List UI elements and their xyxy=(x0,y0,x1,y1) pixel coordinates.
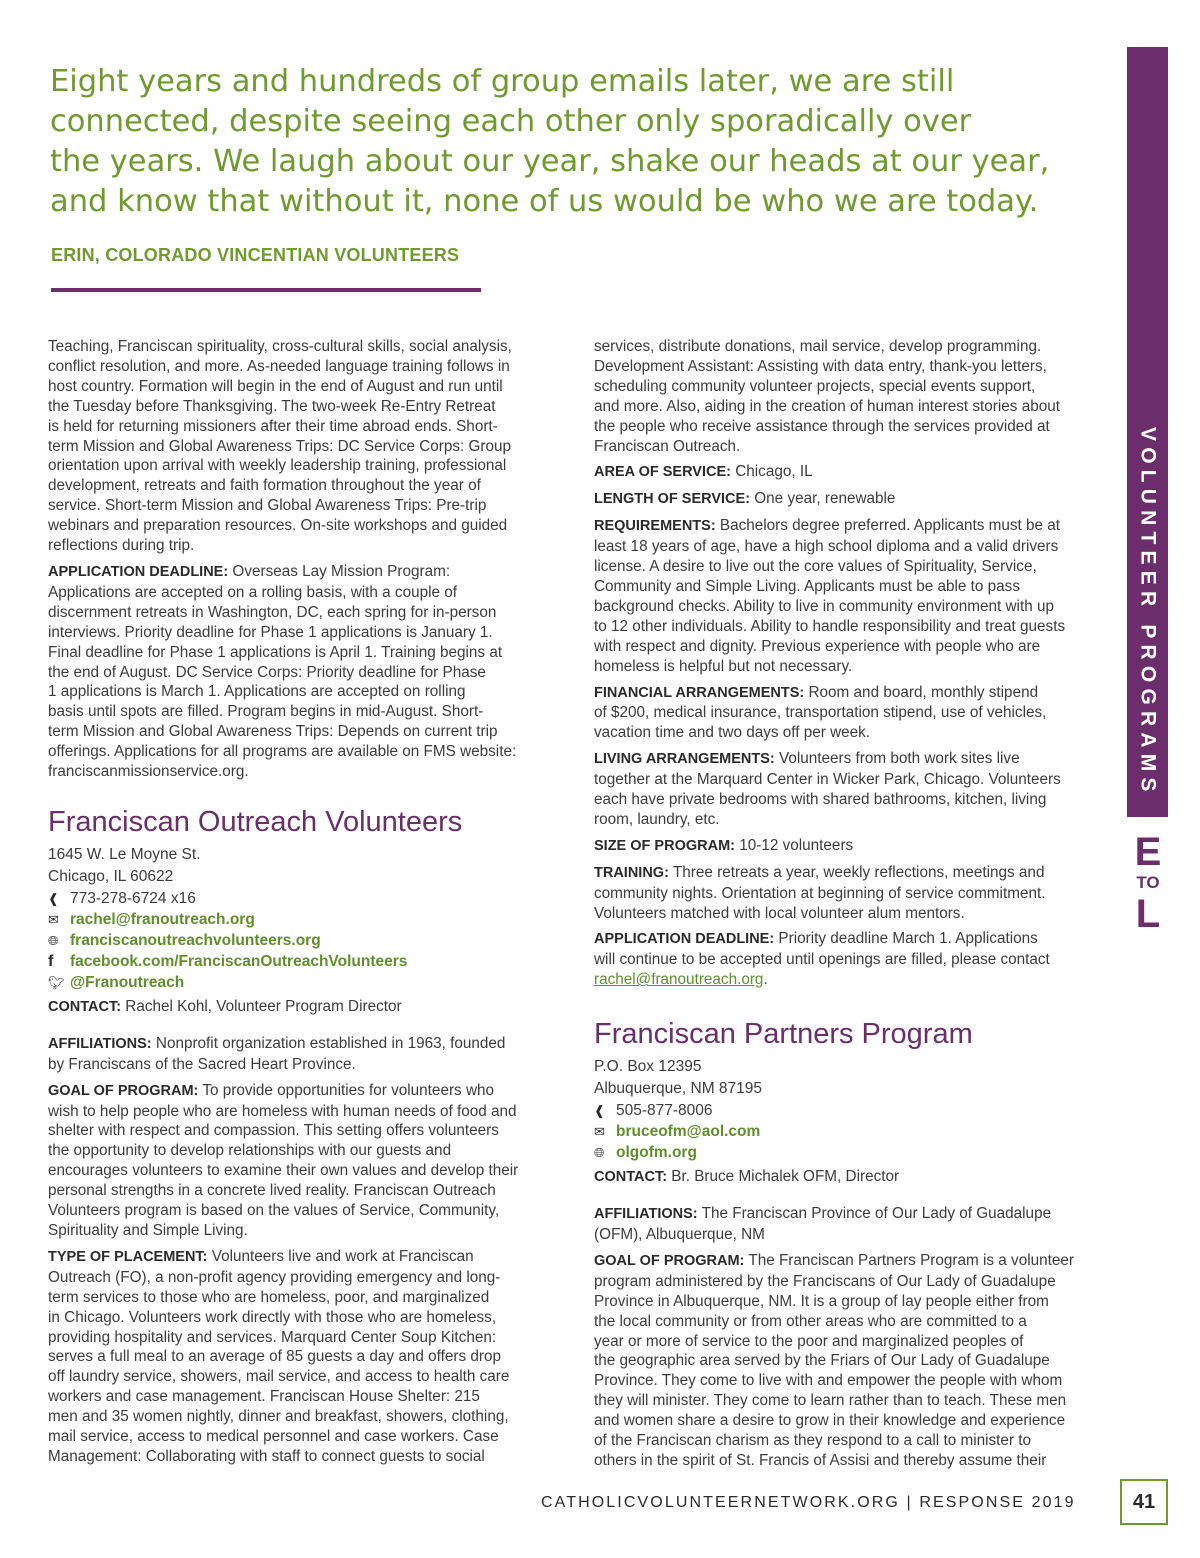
text-line: Community and Simple Living. Applicants must be able to pass xyxy=(594,577,1020,595)
text-line: serves a full meal to an average of 85 guests a day and offers drop xyxy=(48,1348,501,1366)
deadline-paragraph xyxy=(48,562,556,782)
text-line xyxy=(48,1081,556,1102)
website-row xyxy=(48,930,556,951)
text-line: year or more of service to the poor and marginalized peoples of xyxy=(594,1332,1024,1350)
text-line: franciscanmissionservice.org. xyxy=(48,763,249,781)
org-title-fpp: Franciscan Partners Program xyxy=(594,1018,973,1051)
facebook-row xyxy=(48,951,556,972)
email-row xyxy=(48,909,556,930)
text-line: with respect and dignity. Previous experience with people who are xyxy=(594,637,1041,655)
living-label: LIVING ARRANGEMENTS: xyxy=(594,751,775,768)
divider-rule xyxy=(51,288,481,292)
text-line: Volunteers matched with local volunteer alum mentors. xyxy=(594,904,965,922)
text-line: and more. Also, aiding in the creation of human interest stories about xyxy=(594,397,1060,415)
text-line: the Tuesday before Thanksgiving. The two-week Re-Entry Retreat xyxy=(48,397,496,415)
text-line: Outreach (FO), a non-profit agency providing emergency and long- xyxy=(48,1268,501,1286)
address-line: Chicago, IL 60622 xyxy=(48,867,174,885)
goal-paragraph xyxy=(594,1251,1106,1471)
facebook-icon: f xyxy=(48,952,54,970)
text-line: discernment retreats in Washington, DC, each spring for in-person xyxy=(48,603,497,621)
text-line: the end of August. DC Service Corps: Priority deadline for Phase xyxy=(48,663,486,681)
text-line: of the Franciscan charism as they respond to a call to minister to xyxy=(594,1432,1032,1450)
text-line: Province. They come to live with and empower the people with whom xyxy=(594,1372,1063,1390)
facebook-link[interactable]: facebook.com/FranciscanOutreachVolunteers xyxy=(70,952,408,970)
text-line: Province in Albuquerque, NM. It is a group of lay people either from xyxy=(594,1292,1049,1310)
phone-number[interactable]: 773-278-6724 x16 xyxy=(70,889,196,907)
twitter-row xyxy=(48,972,556,993)
text-line: Spirituality and Simple Living. xyxy=(48,1222,248,1239)
address-line: Albuquerque, NM 87195 xyxy=(594,1080,763,1098)
phone-number[interactable]: 505-877-8006 xyxy=(616,1102,713,1120)
living-paragraph xyxy=(594,749,1106,830)
sidebar-label: VOLUNTEER PROGRAMS xyxy=(1136,427,1160,798)
text-line: service. Short-term Mission and Global Awareness Trips: Pre-trip xyxy=(48,497,487,515)
text-line: community nights. Orientation at beginning of service commitment. xyxy=(594,884,1046,902)
training-paragraph xyxy=(594,863,1106,924)
text-line xyxy=(48,562,556,583)
text-line: (OFM), Albuquerque, NM xyxy=(594,1226,765,1243)
text-line: background checks. Ability to live in community environment with up xyxy=(594,597,1054,615)
area-paragraph xyxy=(594,462,1106,483)
text-line: development, retreats and faith formation throughout the year of xyxy=(48,477,481,495)
goal-label: GOAL OF PROGRAM: xyxy=(594,1252,745,1269)
right-column xyxy=(594,337,1106,1477)
text-line: term Mission and Global Awareness Trips: DC Service Corps: Group xyxy=(48,437,512,455)
text-line: room, laundry, etc. xyxy=(594,810,720,828)
affiliations-text: The Franciscan Province of Our Lady of Guadalupe xyxy=(697,1205,1052,1223)
text-line xyxy=(594,929,1106,950)
text-line: license. A desire to live out the core values of Spirituality, Service, xyxy=(594,558,1037,576)
page-number: 41 xyxy=(1120,1479,1168,1525)
text-line: others in the spirit of St. Francis of Assisi and thereby assume their xyxy=(594,1451,1047,1469)
website-link[interactable]: franciscanoutreachvolunteers.org xyxy=(70,931,321,949)
text-line xyxy=(594,1204,1106,1225)
text-line xyxy=(594,970,1106,990)
text-line: wish to help people who are homeless with human needs of food and xyxy=(48,1102,517,1120)
text-line: Applications are accepted on a rolling basis, with a couple of xyxy=(48,583,458,601)
envelope-icon: ✉ xyxy=(594,1124,605,1140)
goal-paragraph xyxy=(48,1081,556,1241)
text-line: by Franciscans of the Sacred Heart Province. xyxy=(48,1055,356,1073)
text-line: the geographic area served by the Friars of Our Lady of Guadalupe xyxy=(594,1352,1050,1370)
text-line: off laundry service, showers, mail service, and access to health care xyxy=(48,1368,510,1386)
text-line: interviews. Priority deadline for Phase 1 applications is January 1. xyxy=(48,623,493,641)
text-line: webinars and preparation resources. On-site workshops and guided xyxy=(48,517,508,535)
text-line: workers and case management. Franciscan House Shelter: 215 xyxy=(48,1388,480,1406)
size-text: 10-12 volunteers xyxy=(734,836,854,854)
text-line xyxy=(48,1247,556,1268)
email-link[interactable]: rachel@franoutreach.org xyxy=(70,910,255,928)
pull-quote xyxy=(50,62,1050,222)
quote-line: Eight years and hundreds of group emails later, we are still xyxy=(50,64,955,99)
text-line xyxy=(594,1251,1106,1272)
phone-icon: ❰ xyxy=(48,890,59,906)
text-line: mail service, access to medical personnel and case workers. Case xyxy=(48,1428,499,1446)
period: . xyxy=(763,971,768,989)
area-text: Chicago, IL xyxy=(730,463,813,481)
quote-attribution: ERIN, COLORADO VINCENTIAN VOLUNTEERS xyxy=(51,245,460,265)
intro-paragraph xyxy=(48,337,556,556)
living-text: Volunteers from both work sites live xyxy=(774,750,1020,768)
text-line: each have private bedrooms with shared bathrooms, kitchen, living xyxy=(594,791,1047,809)
text-line: to 12 other individuals. Ability to handle responsibility and treat guests xyxy=(594,617,1066,635)
text-line xyxy=(594,836,1106,857)
text-line: conflict resolution, and more. As-needed language training follows in xyxy=(48,357,510,375)
affiliations-text: Nonprofit organization established in 1963, founded xyxy=(151,1034,506,1052)
text-line: providing hospitality and services. Marquard Center Soup Kitchen: xyxy=(48,1328,497,1346)
contact-name: Br. Bruce Michalek OFM, Director xyxy=(667,1168,900,1186)
text-line: services, distribute donations, mail service, develop programming. xyxy=(594,338,1042,355)
section-range xyxy=(1118,832,1178,934)
text-line: program administered by the Franciscans of Our Lady of Guadalupe xyxy=(594,1272,1056,1290)
length-label: LENGTH OF SERVICE: xyxy=(594,491,751,508)
text-line: offerings. Applications for all programs are available on FMS website: xyxy=(48,743,517,761)
text-line: host country. Formation will begin in the end of August and run until xyxy=(48,377,503,395)
range-to: TO xyxy=(1136,873,1160,892)
text-line: together at the Marquard Center in Wicker Park, Chicago. Volunteers xyxy=(594,771,1061,789)
website-row xyxy=(594,1142,1106,1163)
text-line: scheduling community volunteer projects, special events support, xyxy=(594,377,1036,395)
requirements-text: Bachelors degree preferred. Applicants must be at xyxy=(715,517,1061,535)
text-line: the people who receive assistance through the services provided at xyxy=(594,417,1050,435)
size-paragraph xyxy=(594,836,1106,857)
website-link[interactable]: olgofm.org xyxy=(616,1144,697,1162)
phone-row xyxy=(48,888,556,909)
quote-line: connected, despite seeing each other only sporadically over xyxy=(50,104,972,139)
sidebar-label-wrap xyxy=(1127,47,1168,817)
deadline-text: Overseas Lay Mission Program: xyxy=(228,562,451,580)
text-line: personal strengths in a concrete lived reality. Franciscan Outreach xyxy=(48,1182,496,1200)
address-line: 1645 W. Le Moyne St. xyxy=(48,845,201,863)
length-text: One year, renewable xyxy=(750,490,896,508)
contact-line xyxy=(48,997,556,1018)
deadline-email-link[interactable]: rachel@franoutreach.org xyxy=(594,971,764,989)
goal-text: To provide opportunities for volunteers who xyxy=(198,1081,495,1099)
range-end: L xyxy=(1135,892,1161,936)
email-link[interactable]: bruceofm@aol.com xyxy=(616,1123,761,1141)
placement-paragraph xyxy=(48,1247,556,1467)
text-line: men and 35 women nightly, dinner and breakfast, showers, clothing, xyxy=(48,1408,509,1426)
address-line: P.O. Box 12395 xyxy=(594,1058,702,1076)
range-start: E xyxy=(1134,830,1162,874)
text-line xyxy=(594,489,1106,510)
affiliations-paragraph xyxy=(594,1204,1106,1245)
left-column xyxy=(48,337,556,1473)
requirements-paragraph xyxy=(594,516,1106,676)
text-line: least 18 years of age, have a high school diploma and a valid drivers xyxy=(594,538,1059,556)
contact-line xyxy=(594,1167,1106,1188)
twitter-link[interactable]: @Franoutreach xyxy=(70,973,185,991)
text-line: in Chicago. Volunteers work directly with those who are homeless, xyxy=(48,1308,497,1326)
training-text: Three retreats a year, weekly reflections, meetings and xyxy=(668,863,1045,881)
text-line: Development Assistant: Assisting with data entry, thank-you letters, xyxy=(594,357,1047,375)
affiliations-paragraph xyxy=(48,1034,556,1075)
text-line: basis until spots are filled. Program begins in mid-August. Short- xyxy=(48,703,484,721)
text-line: is held for returning missioners after their time abroad ends. Short- xyxy=(48,417,498,435)
text-line: Management: Collaborating with staff to connect guests to social xyxy=(48,1447,485,1465)
contact-name: Rachel Kohl, Volunteer Program Director xyxy=(121,997,402,1015)
text-line: the local community or from other areas who are committed to a xyxy=(594,1312,1027,1330)
globe-icon: 🌐︎ xyxy=(48,932,59,948)
text-line: term services to those who are homeless, poor, and marginalized xyxy=(48,1288,490,1306)
twitter-icon: 🐦︎ xyxy=(48,974,65,990)
text-line: Volunteers program is based on the values of Service, Community, xyxy=(48,1202,500,1220)
contact-label: CONTACT: xyxy=(48,998,122,1015)
goal-label: GOAL OF PROGRAM: xyxy=(48,1082,199,1099)
text-line xyxy=(594,516,1106,537)
training-label: TRAINING: xyxy=(594,864,669,881)
size-label: SIZE OF PROGRAM: xyxy=(594,837,735,854)
text-line: reflections during trip. xyxy=(48,537,195,555)
text-line: of $200, medical insurance, transportation stipend, use of vehicles, xyxy=(594,704,1047,722)
phone-row xyxy=(594,1100,1106,1121)
financial-paragraph xyxy=(594,683,1106,744)
area-label: AREA OF SERVICE: xyxy=(594,464,731,481)
goal-text: The Franciscan Partners Program is a volunteer xyxy=(744,1251,1074,1269)
text-line: vacation time and two days off per week. xyxy=(594,724,871,742)
length-paragraph xyxy=(594,489,1106,510)
text-line: Final deadline for Phase 1 applications is April 1. Training begins at xyxy=(48,643,503,661)
text-line: Franciscan Outreach. xyxy=(594,437,741,455)
deadline-label: APPLICATION DEADLINE: xyxy=(48,563,229,580)
financial-text: Room and board, monthly stipend xyxy=(804,683,1039,701)
text-line xyxy=(594,749,1106,770)
org-title-fov: Franciscan Outreach Volunteers xyxy=(48,805,463,838)
text-line: and women share a desire to grow in their knowledge and experience xyxy=(594,1412,1066,1430)
envelope-icon: ✉ xyxy=(48,911,59,927)
text-line: orientation upon arrival with weekly leadership training, professional xyxy=(48,457,507,475)
text-line: encourages volunteers to examine their own values and develop their xyxy=(48,1162,519,1180)
text-line xyxy=(594,863,1106,884)
financial-label: FINANCIAL ARRANGEMENTS: xyxy=(594,684,805,701)
placement-text: Volunteers live and work at Franciscan xyxy=(207,1247,474,1265)
email-row xyxy=(594,1121,1106,1142)
text-line xyxy=(594,462,1106,483)
continued-paragraph xyxy=(594,337,1106,456)
contact-label: CONTACT: xyxy=(594,1169,668,1186)
text-line: shelter with respect and compassion. This setting offers volunteers xyxy=(48,1122,499,1140)
phone-icon: ❰ xyxy=(594,1103,605,1119)
quote-line: the years. We laugh about our year, shake our heads at our year, xyxy=(50,144,1050,179)
deadline-paragraph-right xyxy=(594,929,1106,990)
text-line: 1 applications is March 1. Applications are accepted on rolling xyxy=(48,683,466,701)
affiliations-label: AFFILIATIONS: xyxy=(48,1035,152,1052)
globe-icon: 🌐︎ xyxy=(594,1145,605,1161)
quote-line: and know that without it, none of us would be who we are today. xyxy=(50,184,1039,219)
requirements-label: REQUIREMENTS: xyxy=(594,518,716,535)
text-line: they will minister. They come to learn rather than to teach. These men xyxy=(594,1392,1067,1410)
deadline-text: Priority deadline March 1. Applications xyxy=(774,930,1038,948)
text-line xyxy=(594,683,1106,704)
text-line: the opportunity to develop relationships with our guests and xyxy=(48,1142,452,1160)
placement-label: TYPE OF PLACEMENT: xyxy=(48,1248,208,1265)
text-line: will continue to be accepted until openings are filled, please contact xyxy=(594,951,1050,969)
text-line: term Mission and Global Awareness Trips: Depends on current trip xyxy=(48,723,498,741)
footer-text: CATHOLICVOLUNTEERNETWORK.ORG | RESPONSE 2019 xyxy=(541,1494,1076,1511)
text-line xyxy=(48,1034,556,1055)
affiliations-label: AFFILIATIONS: xyxy=(594,1206,698,1223)
deadline-label: APPLICATION DEADLINE: xyxy=(594,931,775,948)
text-line: homeless is helpful but not necessary. xyxy=(594,657,853,675)
text-line: Teaching, Franciscan spirituality, cross-cultural skills, social analysis, xyxy=(48,338,512,355)
